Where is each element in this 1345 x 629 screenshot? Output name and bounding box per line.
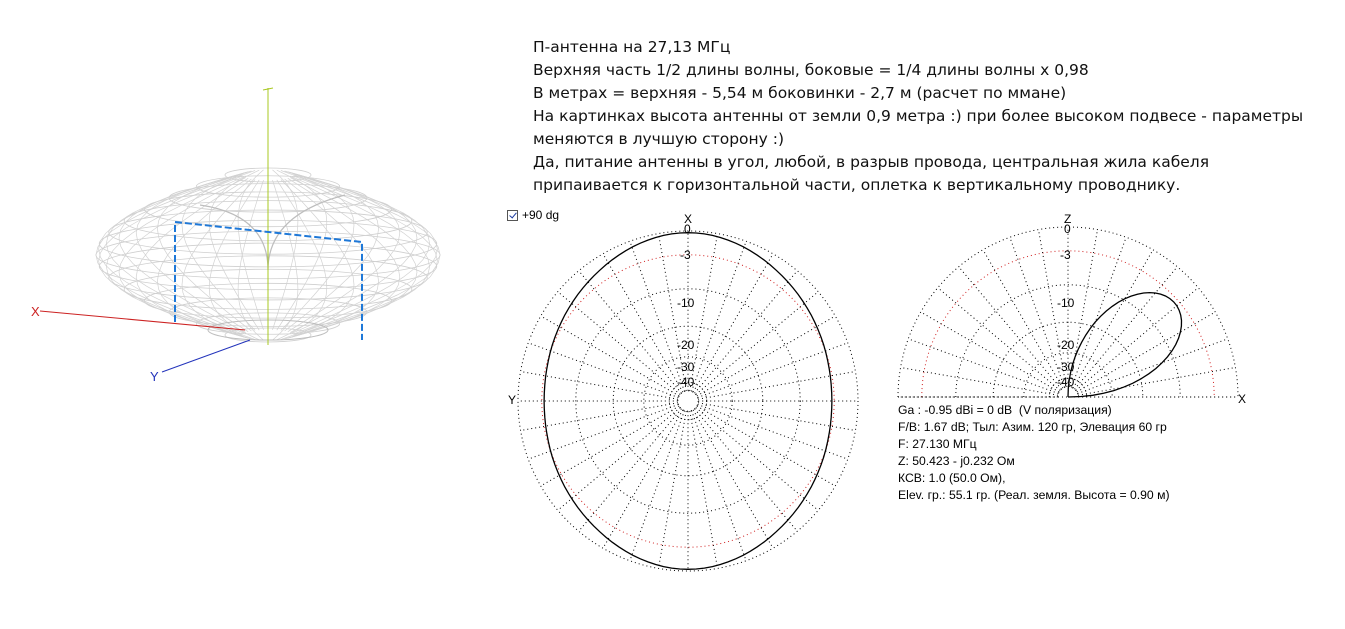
y-axis-label: Y [150,369,159,384]
grid-spoke [908,339,1058,394]
grid-spoke [693,410,773,548]
grid-spoke [983,250,1063,388]
vertical-pattern-curve [1068,293,1182,397]
description-text [533,36,1333,197]
db-label: 0 [1064,222,1071,236]
antenna-parameters [898,402,1170,504]
grid-spoke [938,288,1060,391]
grid-spoke [1073,250,1153,388]
db-label: -3 [680,248,691,262]
db-label: -20 [677,338,695,352]
db-labels [677,222,695,389]
db-label: -40 [677,375,695,389]
db-label: -10 [677,296,695,310]
x-axis [40,311,245,330]
grid-spoke [691,411,746,561]
vertical-polar-plot [880,205,1260,405]
elevation-readout: Elev. гр.: 55.1 гр. (Реал. земля. Высота = 0.90 м) [898,488,1170,502]
grid-spoke [695,271,798,393]
polar-top-label: X [684,212,693,226]
description-line: Да, питание антенны в угол, любой, в разрыв провода, центральная жила кабеля [533,153,1210,171]
db-label: -10 [1057,296,1075,310]
mesh-meridian [293,176,437,336]
frequency-readout: F: 27.130 МГц [898,437,977,451]
db-labels [1057,222,1075,389]
description-line: припаивается к горизонтальной части, оплетка к вертикальному проводнику. [533,176,1181,194]
grid-spoke [1071,237,1126,387]
y-axis [162,340,250,372]
mesh-meridian [238,170,263,330]
grid-spoke [901,367,1058,395]
polar-top-label: Z [1064,212,1072,226]
db-label: -40 [1057,375,1075,389]
grid-ring [678,391,698,411]
swr-readout: КСВ: 1.0 (50.0 Ом), [898,471,1006,485]
mesh-meridian [99,176,243,336]
description-line: В метрах = верхняя - 5,54 м боковинки - 2,7 м (расчет по ммане) [533,84,1067,102]
horizontal-polar-plot [500,205,880,585]
grid-spoke [696,292,818,395]
polar-side-label: X [1238,392,1247,406]
gain-readout: Ga : -0.95 dBi = 0 dB (V поляризация) [898,403,1112,417]
polar-side-label: Y [508,393,517,407]
checkbox-label: +90 dg [522,208,560,222]
mesh-meridian [293,174,437,334]
grid-spoke [579,271,682,393]
grid-spoke [579,409,682,531]
description-line: меняются в лучшую сторону :) [533,130,785,148]
db-label: -3 [1060,248,1071,262]
grid-spoke [693,254,773,392]
db-label: -30 [677,360,695,374]
description-line: На картинках высота антенны от земли 0,9 метра :) при более высоком подвесе - параметры [533,107,1304,125]
grid-spoke [1076,288,1198,391]
grid-spoke [603,410,683,548]
mesh-meridian [273,180,298,340]
grid-spoke [696,408,818,511]
db-label: -20 [1057,338,1075,352]
grid-spoke [541,406,679,486]
x-axis-label: X [31,304,40,319]
mesh-meridian [99,174,243,334]
description-line: П-антенна на 27,13 МГц [533,38,731,56]
3d-pattern-view[interactable] [0,0,500,400]
grid-spoke [558,292,680,395]
grid-spoke [695,409,798,531]
mesh-meridian [273,170,298,330]
grid-spoke [691,241,746,391]
grid-spoke [541,316,679,396]
polar-grid [518,231,858,571]
grid-spoke [697,316,835,396]
grid-spoke [558,408,680,511]
db-label: 0 [684,222,691,236]
grid-spoke [959,267,1062,389]
impedance-readout: Z: 50.423 - j0.232 Ом [898,454,1015,468]
mesh-meridian [238,180,263,340]
grid-spoke [1077,312,1215,392]
db-label: -30 [1057,360,1075,374]
grid-spoke [658,411,686,568]
front-back-readout: F/B: 1.67 dB; Тыл: Азим. 120 гр, Элевация 60 гр [898,420,1167,434]
horizontal-pattern-curve [544,233,832,570]
description-line: Верхняя часть 1/2 длины волны, боковые = 1/4 длины волны х 0,98 [533,61,1089,79]
grid-spoke [1078,367,1235,395]
